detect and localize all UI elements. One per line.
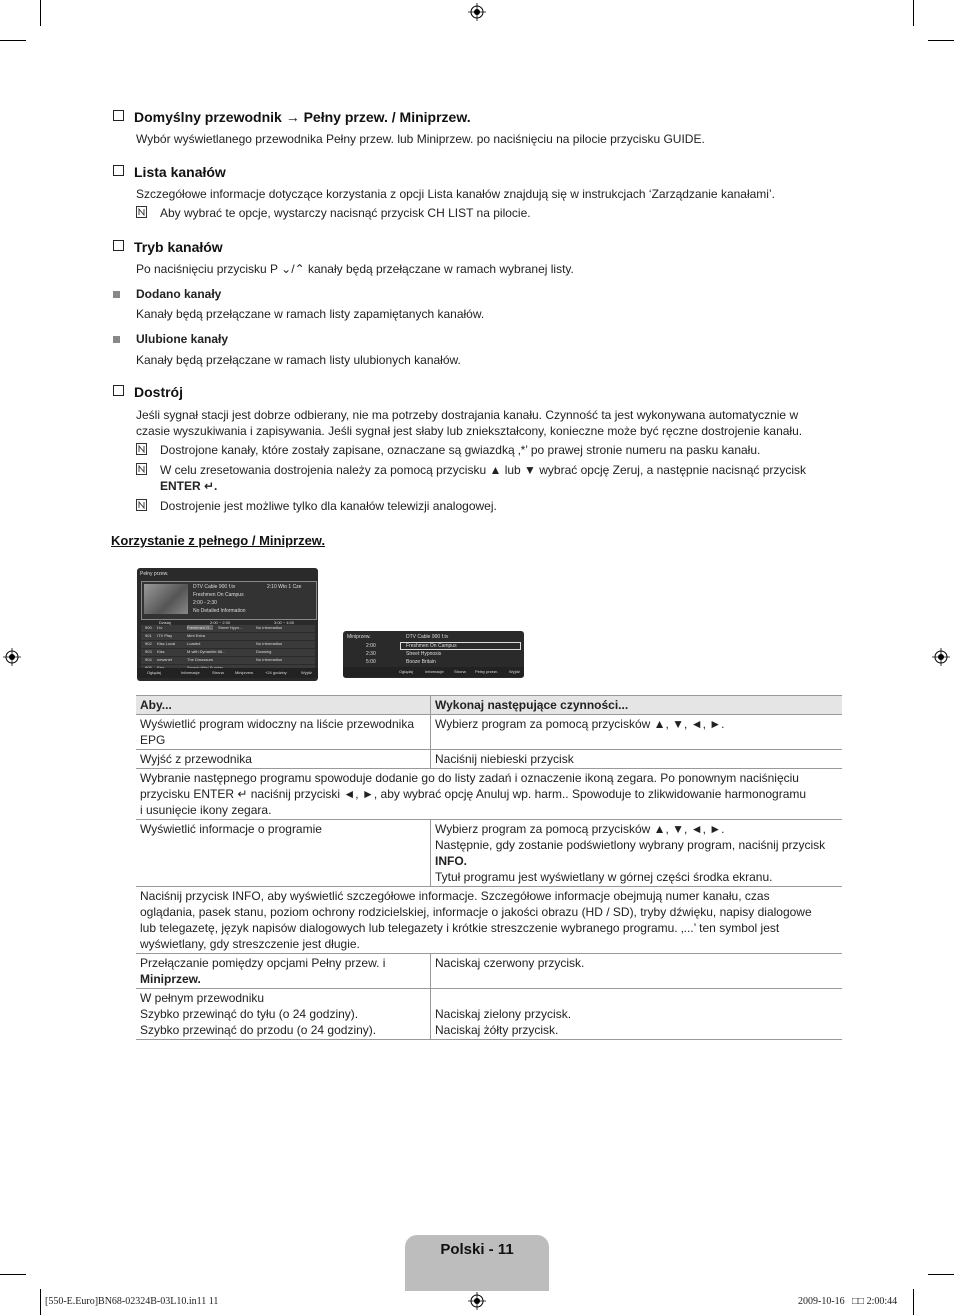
legend-page: Strona <box>454 669 466 674</box>
fine-tune-text-2: czasie wyszukiwania i zapisywania. Jeśli sygnał jest słaby lub zniekształcony, konieczne może być ręczne dostrojenie kanału. <box>136 424 803 438</box>
cell: The Dinosaurs <box>187 657 214 662</box>
legend-watch: Oglądaj <box>399 669 413 674</box>
table-row <box>136 769 842 820</box>
cell-line: Naciskaj żółty przycisk. <box>435 1023 559 1037</box>
table-cell <box>136 989 431 1040</box>
cell: Kiss <box>157 649 165 654</box>
registration-mark-icon <box>468 3 486 21</box>
usage-heading: Korzystanie z pełnego / Miniprzew. <box>111 533 326 548</box>
cell-line: Szybko przewinąć do tyłu (o 24 godziny). <box>140 1007 359 1021</box>
cell-line: Naciśnij przycisk INFO, aby wyświetlić szczegółowe informacje. Szczegółowe informacje obejmują numer kanału, czas <box>140 889 770 903</box>
grid-row[interactable] <box>141 657 315 664</box>
crop-mark <box>40 0 41 26</box>
section-heading-channel-mode <box>113 239 223 255</box>
note-icon <box>136 206 147 218</box>
cell: Street Hypn... <box>218 625 243 630</box>
note-text: Dostrojone kanały, które zostały zapisane, oznaczane są gwiazdką ‚*’ po prawej stronie numeru na pasku kanału. <box>160 443 761 457</box>
page-number-tab <box>405 1235 549 1291</box>
cell: No Information <box>256 657 283 662</box>
legend-full: Pełny przew. <box>475 669 498 674</box>
full-guide-legend <box>137 668 318 678</box>
cell-line: Miniprzew. <box>140 972 201 986</box>
crop-mark <box>0 1274 26 1275</box>
crop-mark <box>913 0 914 26</box>
table-cell <box>136 715 431 750</box>
sub-heading-added: Dodano kanały <box>136 287 222 301</box>
col-time-1: 2:00 ~ 2:30 <box>210 620 231 625</box>
note-icon <box>136 463 147 475</box>
mini-program: Booze Britain <box>406 659 436 665</box>
full-guide-channel: DTV Cable 900 f.tv <box>193 584 236 590</box>
cell-line: W pełnym przewodniku <box>140 991 265 1005</box>
section-heading-fine-tune <box>113 384 183 400</box>
cell-line: Przełączanie pomiędzy opcjami Pełny przew. i <box>140 956 386 970</box>
table-cell: Naciśnij niebieski przycisk <box>431 750 843 769</box>
cell-line: Tytuł programu jest wyświetlany w górnej części środka ekranu. <box>435 870 773 884</box>
program-thumbnail <box>144 584 188 614</box>
table-cell <box>431 989 843 1040</box>
cell-line: Wyświetlić program widoczny na liście przewodnika <box>140 717 414 731</box>
operations-table <box>136 695 842 1040</box>
legend-watch: Oglądaj <box>147 670 161 675</box>
note-icon <box>136 499 147 511</box>
legend-info: Informacje <box>425 669 444 674</box>
table-row <box>136 989 842 1040</box>
legend-exit: Wyjdź <box>301 670 312 675</box>
note-text: W celu zresetowania dostrojenia należy za pomocą przycisku ▲ lub ▼ wybrać opcję Zeruj, a następnie nacisnąć przycisk <box>160 463 807 477</box>
note-ch-list <box>136 205 826 221</box>
mini-program: Street Hypnosis <box>406 651 442 657</box>
checkbox-icon <box>113 110 124 121</box>
crop-mark <box>928 40 954 41</box>
bullet-square-icon <box>113 336 120 343</box>
grid-row[interactable] <box>141 625 315 632</box>
registration-mark-icon <box>932 648 950 666</box>
cell: M with Dynamite 88... <box>187 649 226 654</box>
cell: Dowsing <box>256 649 272 654</box>
cell: 902 <box>145 641 152 646</box>
note-text: Aby wybrać te opcje, wystarczy nacisnąć przycisk CH LIST na pilocie. <box>160 206 531 220</box>
cell-line: Szybko przewinąć do przodu (o 24 godziny). <box>140 1023 377 1037</box>
heading-text: Lista kanałów <box>134 164 226 180</box>
legend-24h: +24 godziny <box>265 670 287 675</box>
sub-heading-favorite: Ulubione kanały <box>136 332 229 346</box>
cell: f.tv <box>157 625 163 630</box>
cell-line: przycisku ENTER ↵ naciśnij przyciski ◄, ►, aby wybrać opcję Anuluj wp. harm.. Spowoduje to zlikwidowanie harmonogramu <box>140 787 807 801</box>
full-guide-time: 2:10 Wto 1 Cze <box>267 584 302 590</box>
full-guide-info-panel <box>141 581 317 620</box>
table-row <box>136 715 842 750</box>
cell: Mint Extra <box>187 633 206 638</box>
mini-guide-screenshot <box>343 631 524 678</box>
table-cell: Wyjść z przewodnika <box>136 750 431 769</box>
cell-line: i usunięcie ikony zegara. <box>140 803 272 817</box>
full-guide-screenshot <box>137 568 318 681</box>
note-fine-tune-2 <box>136 462 826 494</box>
legend-mini: Miniprzew. <box>235 670 254 675</box>
cell-line: oglądania, pasek stanu, poziom ochrony rodzicielskiej, informacje o jakości obrazu (HD / SD), tryby dźwięku, napisy dialogowe <box>140 905 812 919</box>
legend-info: Informacje <box>181 670 200 675</box>
grid-row[interactable] <box>141 649 315 656</box>
col-time-2: 3:00 ~ 4:00 <box>274 620 295 625</box>
cell: No Information <box>256 625 283 630</box>
table-cell <box>136 887 842 954</box>
default-guide-text: Wybór wyświetlanego przewodnika Pełny przew. lub Miniprzew. po naciśnięciu na pilocie przycisku GUIDE. <box>136 132 705 146</box>
full-guide-grid <box>141 625 315 673</box>
note-text-enter: ENTER ↵. <box>160 479 218 493</box>
cell-line: Następnie, gdy zostanie podświetlony wybrany program, naciśnij przycisk <box>435 838 826 852</box>
table-cell <box>136 769 842 820</box>
channel-list-text: Szczegółowe informacje dotyczące korzystania z opcji Lista kanałów znajdują się w instrukcjach ‘Zarządzanie kanałami’. <box>136 187 775 201</box>
cell-line: INFO. <box>435 854 467 868</box>
header-cell: Wykonaj następujące czynności... <box>431 696 843 715</box>
cell-spacer <box>435 990 838 1006</box>
table-cell <box>136 954 431 989</box>
cell: No Information <box>256 641 283 646</box>
note-text: Dostrojenie jest możliwe tylko dla kanałów telewizji analogowej. <box>160 499 497 513</box>
cell: Freshmen O... <box>187 625 213 630</box>
cell-line: Naciskaj zielony przycisk. <box>435 1007 572 1021</box>
header-cell: Aby... <box>136 696 431 715</box>
table-cell <box>431 820 843 887</box>
crop-mark <box>40 1289 41 1315</box>
mini-program: Freshmen On Campus <box>406 643 457 649</box>
crop-mark <box>913 1289 914 1315</box>
table-row <box>136 750 842 769</box>
cell-line: lub telegazetę, język napisów dialogowych lub telegazety i krótkie streszczenie wybranego programu. ‚...’ ten symbol jest <box>140 921 780 935</box>
col-today: Dzisiaj <box>159 620 171 625</box>
footer-time: □□ 2:00:44 <box>852 1296 898 1307</box>
full-guide-title: Pełny przew. <box>140 571 169 577</box>
note-icon <box>136 443 147 455</box>
checkbox-icon <box>113 240 124 251</box>
cell: 904 <box>145 657 152 662</box>
grid-row[interactable] <box>141 641 315 648</box>
cell-line: Wybierz program za pomocą przycisków ▲, ▼, ◄, ►. <box>435 822 725 836</box>
legend-exit: Wyjdź <box>509 669 520 674</box>
checkbox-icon <box>113 165 124 176</box>
table-cell: Naciskaj czerwony przycisk. <box>431 954 843 989</box>
mini-time: 2:00 <box>366 643 376 649</box>
cell: Kiss Local <box>157 641 176 646</box>
cell: 901 <box>145 633 152 638</box>
legend-page: Strona <box>212 670 224 675</box>
table-row <box>136 954 842 989</box>
table-cell: Wybierz program za pomocą przycisków ▲, ▼, ◄, ►. <box>431 715 843 750</box>
crop-mark <box>928 1274 954 1275</box>
channel-mode-text: Po naciśnięciu przycisku P ⌄/⌃ kanały będą przełączane w ramach wybranej listy. <box>136 262 574 276</box>
section-heading-channel-list <box>113 164 226 180</box>
full-guide-program: Freshmen On Campus <box>193 592 244 598</box>
cell: 903 <box>145 649 152 654</box>
note-fine-tune-3 <box>136 498 826 514</box>
cell: ITV Play <box>157 633 173 638</box>
table-header-row <box>136 696 842 715</box>
mini-time: 5:00 <box>366 659 376 665</box>
page-number: Polski - 11 <box>440 1241 514 1258</box>
mini-guide-title: Miniprzew. <box>347 634 371 640</box>
mini-time: 2:30 <box>366 651 376 657</box>
cell: Loaded <box>187 641 201 646</box>
footer-file-name: [550-E.Euro]BN68-02324B-03L10.in11 11 <box>45 1296 219 1307</box>
full-guide-slot: 2:00 - 2:30 <box>193 600 217 606</box>
cell: newsnet <box>157 657 172 662</box>
cell: 900 <box>145 625 152 630</box>
full-guide-info: No Detailed Information <box>193 608 246 614</box>
note-fine-tune-1 <box>136 442 826 458</box>
added-channels-text: Kanały będą przełączane w ramach listy zapamiętanych kanałów. <box>136 307 485 321</box>
registration-mark-icon <box>3 648 21 666</box>
cell-line: wyświetlany, gdy streszczenie jest długie. <box>140 937 360 951</box>
heading-text: Tryb kanałów <box>134 239 223 255</box>
mini-guide-legend <box>343 667 524 677</box>
grid-row[interactable] <box>141 633 315 640</box>
cell-line: Wybranie następnego programu spowoduje dodanie go do listy zadań i oznaczenie ikoną zegara. Po ponownym naciśnięciu <box>140 771 799 785</box>
table-cell: Wyświetlić informacje o programie <box>136 820 431 887</box>
checkbox-icon <box>113 385 124 396</box>
crop-mark <box>0 40 26 41</box>
registration-mark-icon <box>468 1292 486 1310</box>
cell-line: EPG <box>140 733 166 747</box>
heading-text: Domyślny przewodnik → Pełny przew. / Miniprzew. <box>134 109 471 125</box>
heading-text: Dostrój <box>134 384 183 400</box>
table-row <box>136 887 842 954</box>
footer-date: 2009-10-16 <box>798 1296 845 1307</box>
favorite-channels-text: Kanały będą przełączane w ramach listy ulubionych kanałów. <box>136 353 461 367</box>
fine-tune-text-1: Jeśli sygnał stacji jest dobrze odbierany, nie ma potrzeby dostrajania kanału. Czynność ta jest wykonywana automatycznie w <box>136 408 799 422</box>
section-heading-default-guide <box>113 109 471 125</box>
bullet-square-icon <box>113 291 120 298</box>
mini-guide-channel: DTV Cable 900 f.tv <box>406 634 449 640</box>
table-row <box>136 820 842 887</box>
